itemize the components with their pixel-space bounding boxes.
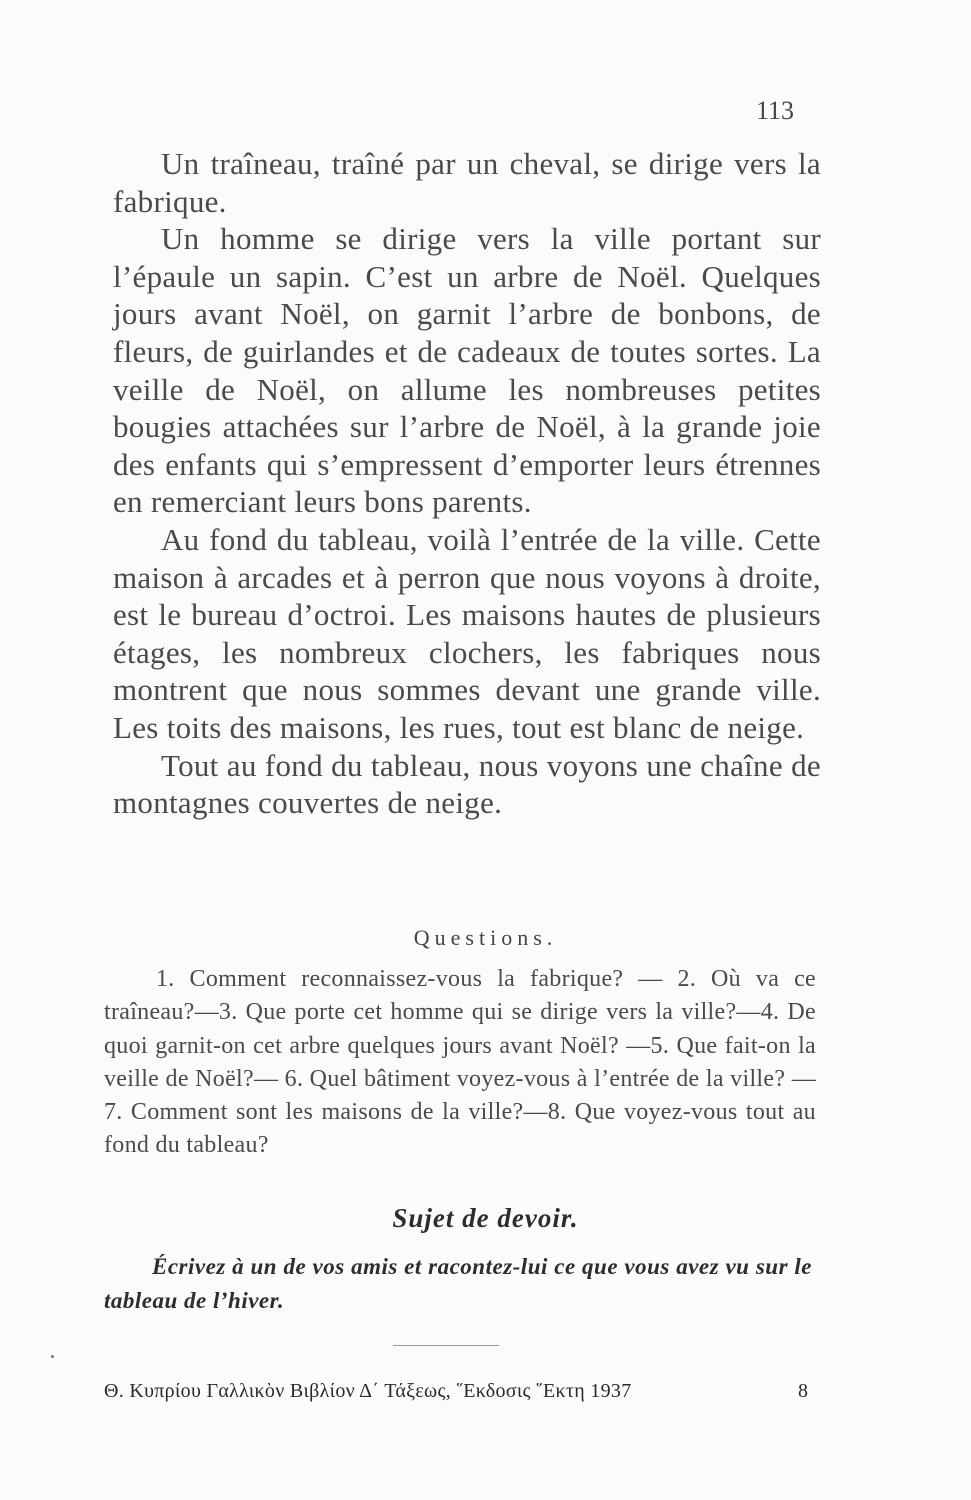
signature-mark: 8 xyxy=(798,1380,808,1402)
assignment-paragraph: Écrivez à un de vos amis et racontez-lui ce que vous avez vu sur le tableau de l’hiver. xyxy=(104,1254,812,1313)
footer-imprint: Θ. Κυπρίου Γαλλικὸν Βιβλίον Δ΄ Τάξεως, ῞Εκδοσις ῞Εκτη 1937 xyxy=(104,1380,632,1402)
section-divider xyxy=(393,1345,499,1346)
body-text xyxy=(113,145,821,822)
paragraph: Tout au fond du tableau, nous voyons une chaîne de montagnes couvertes de neige. xyxy=(113,747,821,821)
paragraph: Un traîneau, traîné par un cheval, se dirige vers la fabrique. xyxy=(113,146,821,219)
questions-list xyxy=(104,963,816,1163)
assignment-heading: Sujet de devoir. xyxy=(392,1203,579,1233)
questions-paragraph: 1. Comment reconnaissez-vous la fabrique? — 2. Où va ce traîneau?—3. Que porte cet homme qui se dirige vers la ville?—4. De quoi garnit-on cet arbre quelques jours avant Noël? —5. Que fait-on la veille de Noël?— 6. Quel bâtiment voyez-vous à l’entrée de la ville? — 7. Comment sont les maisons de la ville?—8. Que voyez-vous tout au fond du tableau? xyxy=(104,966,816,1159)
assignment-text-block xyxy=(104,1250,812,1318)
paragraph: Un homme se dirige vers la ville portant sur l’épaule un sapin. C’est un arbre de Noël. Quelques jours avant Noël, on garnit l’arbre de bonbons, de fleurs, de guirlandes et de cadeaux de toutes sortes. La veille de Noël, on allume les nombreuses petites bougies attachées sur l’arbre de Noël, à la grande joie des enfants qui s’empressent d’emporter leurs étrennes en remerciant leurs bons parents. xyxy=(113,221,821,520)
paragraph: Au fond du tableau, voilà l’entrée de la ville. Cette maison à arcades et à perron que nous voyons à droite, est le bureau d’octroi. Les maisons hautes de plusieurs étages, les nombreux clochers, les fabriques nous montrent que nous sommes devant une grande ville. Les toits des maisons, les rues, tout est blanc de neige. xyxy=(113,521,821,745)
page-number: 113 xyxy=(756,96,795,125)
print-speck xyxy=(51,1355,54,1358)
questions-heading: Questions. xyxy=(413,925,558,950)
